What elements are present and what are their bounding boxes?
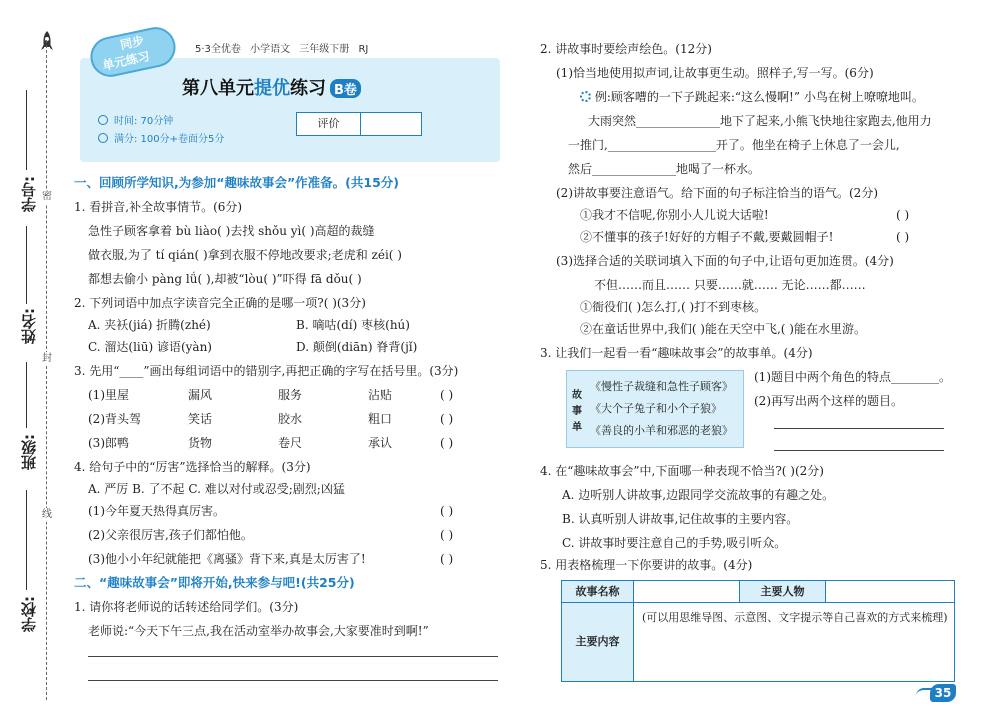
class-label: 班级: — [20, 434, 38, 470]
q2-option-b[interactable]: B. 嘀咕(dí) 枣核(hú) — [296, 318, 410, 332]
r-q2-3-words: 不但……而且…… 只要……就…… 无论……都…… — [594, 278, 866, 292]
r-q2-2-a: ①我才不信呢,你别小人儿说大话啦! — [580, 208, 769, 222]
r-q2-3-prompt: (3)选择合适的关联词填入下面的句子中,让语句更加连贯。(4分) — [556, 254, 894, 268]
q4-options: A. 严厉 B. 了不起 C. 难以对付或忍受;剧烈;凶猛 — [88, 482, 345, 496]
main-characters-cell[interactable] — [826, 581, 954, 603]
q4-sentence-2: (2)父亲很厉害,孩子们都怕他。 — [88, 528, 253, 542]
r-q2-3-a[interactable]: ①衙役们( )怎么打,( )打不到枣核。 — [580, 300, 767, 314]
time-limit: 时间: 70分钟 — [98, 112, 173, 127]
version-chip: B卷 — [330, 79, 361, 98]
q2-prompt: 2. 下列词语中加点字读音完全正确的是哪一项?( )(3分) — [74, 296, 366, 310]
q2-option-d[interactable]: D. 颠倒(diān) 脊背(jǐ) — [296, 340, 418, 354]
story-item-2: 《大个子兔子和小个子狼》 — [590, 402, 722, 415]
q4-answer-3[interactable]: ( ) — [440, 552, 454, 566]
school-label: 学校: — [20, 596, 38, 632]
r-q2-line-1[interactable]: 大雨突然______________地下了起来,小熊飞快地往家跑去,他用力 — [588, 114, 932, 128]
q3-r3-c4: 承认 — [368, 436, 393, 450]
r-q2-example: 例:顾客嘈的一下子跳起来:“这么慢啊!” 小鸟在树上嘹嘹地叫。 — [580, 88, 924, 106]
r-q2-line-2[interactable]: 一推门,__________________开了。他坐在椅子上休息了一会儿, — [568, 138, 900, 152]
answer-line-2[interactable] — [88, 680, 498, 681]
r-q3-answer-line-2[interactable] — [774, 450, 944, 451]
r-q4-option-b[interactable]: B. 认真听别人讲故事,记住故事的主要内容。 — [562, 512, 799, 526]
q3-r1-c3: 服务 — [278, 388, 303, 402]
r-q4-option-c[interactable]: C. 讲故事时要注意自己的手势,吸引听众。 — [562, 536, 787, 550]
q3-r1-c1: (1)里屋 — [88, 388, 129, 402]
class-blank[interactable] — [26, 362, 27, 428]
q3-r2-c1: (2)背头驾 — [88, 412, 141, 426]
q4-answer-2[interactable]: ( ) — [440, 528, 454, 542]
answer-line-1[interactable] — [88, 656, 498, 657]
seal-mark-3: 线 — [42, 509, 52, 520]
r-q2-line-3[interactable]: 然后______________地喝了一杯水。 — [568, 162, 761, 176]
q5-prompt: 1. 请你将老师说的话转述给同学们。(3分) — [74, 600, 299, 614]
r-q2-2-b-answer[interactable]: ( ) — [896, 230, 910, 244]
evaluation-box — [296, 112, 422, 136]
q1-line-2: 做衣服,为了 tí qián( )拿到衣服不停地改要求;老虎和 zéi( ) — [88, 248, 402, 262]
q3-r2-answer[interactable]: ( ) — [440, 412, 454, 426]
q4-answer-1[interactable]: ( ) — [440, 504, 454, 518]
story-item-1: 《慢性子裁缝和急性子顾客》 — [590, 380, 733, 393]
evaluation-field[interactable] — [361, 113, 421, 135]
r-q2-1-prompt: (1)恰当地使用拟声词,让故事更生动。照样子,写一写。(6分) — [556, 66, 874, 80]
section-2-heading: 二、“趣味故事会”即将开始,快来参与吧!(共25分) — [74, 575, 355, 590]
q2-option-a[interactable]: A. 夹袄(jiá) 折腾(zhé) — [88, 318, 211, 332]
q1-prompt: 1. 看拼音,补全故事情节。(6分) — [74, 200, 243, 214]
binding-dashed-line — [46, 40, 47, 700]
r-q4-option-a[interactable]: A. 边听别人讲故事,边跟同学交流故事的有趣之处。 — [562, 488, 835, 502]
q3-prompt: 3. 先用“____”画出每组词语中的错别字,再把正确的字写在括号里。(3分) — [74, 364, 459, 378]
r-q2-2-prompt: (2)讲故事要注意语气。给下面的句子标注恰当的语气。(2分) — [556, 186, 878, 200]
main-content-header: 主要内容 — [562, 603, 634, 681]
r-q5-prompt: 5. 用表格梳理一下你要讲的故事。(4分) — [540, 558, 753, 572]
story-name-cell[interactable] — [634, 581, 740, 603]
story-table — [561, 580, 955, 682]
unit-practice-badge — [80, 24, 190, 76]
main-content-note[interactable]: (可以用思维导图、示意图、文字提示等自己喜欢的方式来梳理) — [642, 611, 948, 624]
full-score: 满分: 100分+卷面分5分 — [98, 130, 224, 145]
q3-r2-c3: 胶水 — [278, 412, 303, 426]
q3-r1-answer[interactable]: ( ) — [440, 388, 454, 402]
r-q3-answer-line-1[interactable] — [774, 428, 944, 429]
q4-sentence-3: (3)他小小年纪就能把《离骚》背下来,真是太厉害了! — [88, 552, 366, 566]
seal-mark-1: 密 — [42, 191, 52, 202]
badge-line-1: 同步 — [118, 33, 146, 53]
q3-r1-c2: 漏风 — [188, 388, 213, 402]
badge-line-2: 单元练习 — [101, 49, 152, 73]
q3-r3-c2: 货物 — [188, 436, 213, 450]
q1-line-3: 都想去偷小 pàng lǘ( ),却被“lòu( )”吓得 fā dǒu( ) — [88, 272, 362, 286]
main-characters-header: 主要人物 — [740, 581, 826, 603]
page-title: 第八单元提优练习 B卷 — [182, 74, 361, 100]
q5-quote: 老师说:“今天下午三点,我在活动室举办故事会,大家要准时到啊!” — [88, 624, 429, 638]
check-icon — [98, 133, 108, 143]
q3-r3-c3: 卷尺 — [278, 436, 303, 450]
r-q3-prompt: 3. 让我们一起看一看“趣味故事会”的故事单。(4分) — [540, 346, 813, 360]
seal-mark-2: 封 — [42, 353, 52, 364]
q3-r2-c2: 笑话 — [188, 412, 213, 426]
evaluation-label: 评价 — [297, 113, 361, 135]
q4-sentence-1: (1)今年夏天热得真厉害。 — [88, 504, 225, 518]
q2-option-c[interactable]: C. 溜达(liū) 谚语(yàn) — [88, 340, 212, 354]
r-q3-1[interactable]: (1)题目中两个角色的特点________。 — [754, 370, 951, 384]
r-q3-2: (2)再写出两个这样的题目。 — [754, 394, 903, 408]
binding-strip — [0, 0, 62, 718]
student-id-label: 学号: — [20, 176, 38, 212]
q3-r3-answer[interactable]: ( ) — [440, 436, 454, 450]
r-q2-2-a-answer[interactable]: ( ) — [896, 208, 910, 222]
school-blank[interactable] — [26, 490, 27, 590]
story-name-header: 故事名称 — [562, 581, 634, 603]
r-q2-prompt: 2. 讲故事时要绘声绘色。(12分) — [540, 42, 712, 56]
q3-r3-c1: (3)郎鸭 — [88, 436, 129, 450]
q3-r2-c4: 粗口 — [368, 412, 393, 426]
flower-icon — [580, 91, 591, 102]
q4-prompt: 4. 给句子中的“厉害”选择恰当的解释。(3分) — [74, 460, 311, 474]
student-id-blank[interactable] — [26, 90, 27, 170]
q1-line-1: 急性子顾客拿着 bù liào( )去找 shǒu yì( )高超的裁缝 — [88, 224, 375, 238]
name-label: 姓名: — [20, 308, 38, 344]
q3-r1-c4: 沾贴 — [368, 388, 393, 402]
r-q4-prompt: 4. 在“趣味故事会”中,下面哪一种表现不恰当?( )(2分) — [540, 464, 824, 478]
section-1-heading: 一、回顾所学知识,为参加“趣味故事会”作准备。(共15分) — [74, 175, 400, 190]
r-q2-3-b[interactable]: ②在童话世界中,我们( )能在天空中飞,( )能在水里游。 — [580, 322, 866, 336]
name-blank[interactable] — [26, 226, 27, 304]
series-info: 5·3全优卷 小学语文 三年级下册 RJ — [195, 44, 369, 55]
story-item-3: 《善良的小羊和邪恶的老狼》 — [590, 424, 733, 437]
clock-icon — [98, 115, 108, 125]
page-number: 35 — [930, 684, 956, 702]
rocket-icon — [38, 30, 56, 54]
story-list-tag: 故事单 — [572, 390, 582, 433]
r-q2-2-b: ②不懂事的孩子!好好的方帽子不戴,要戴圆帽子! — [580, 230, 834, 244]
